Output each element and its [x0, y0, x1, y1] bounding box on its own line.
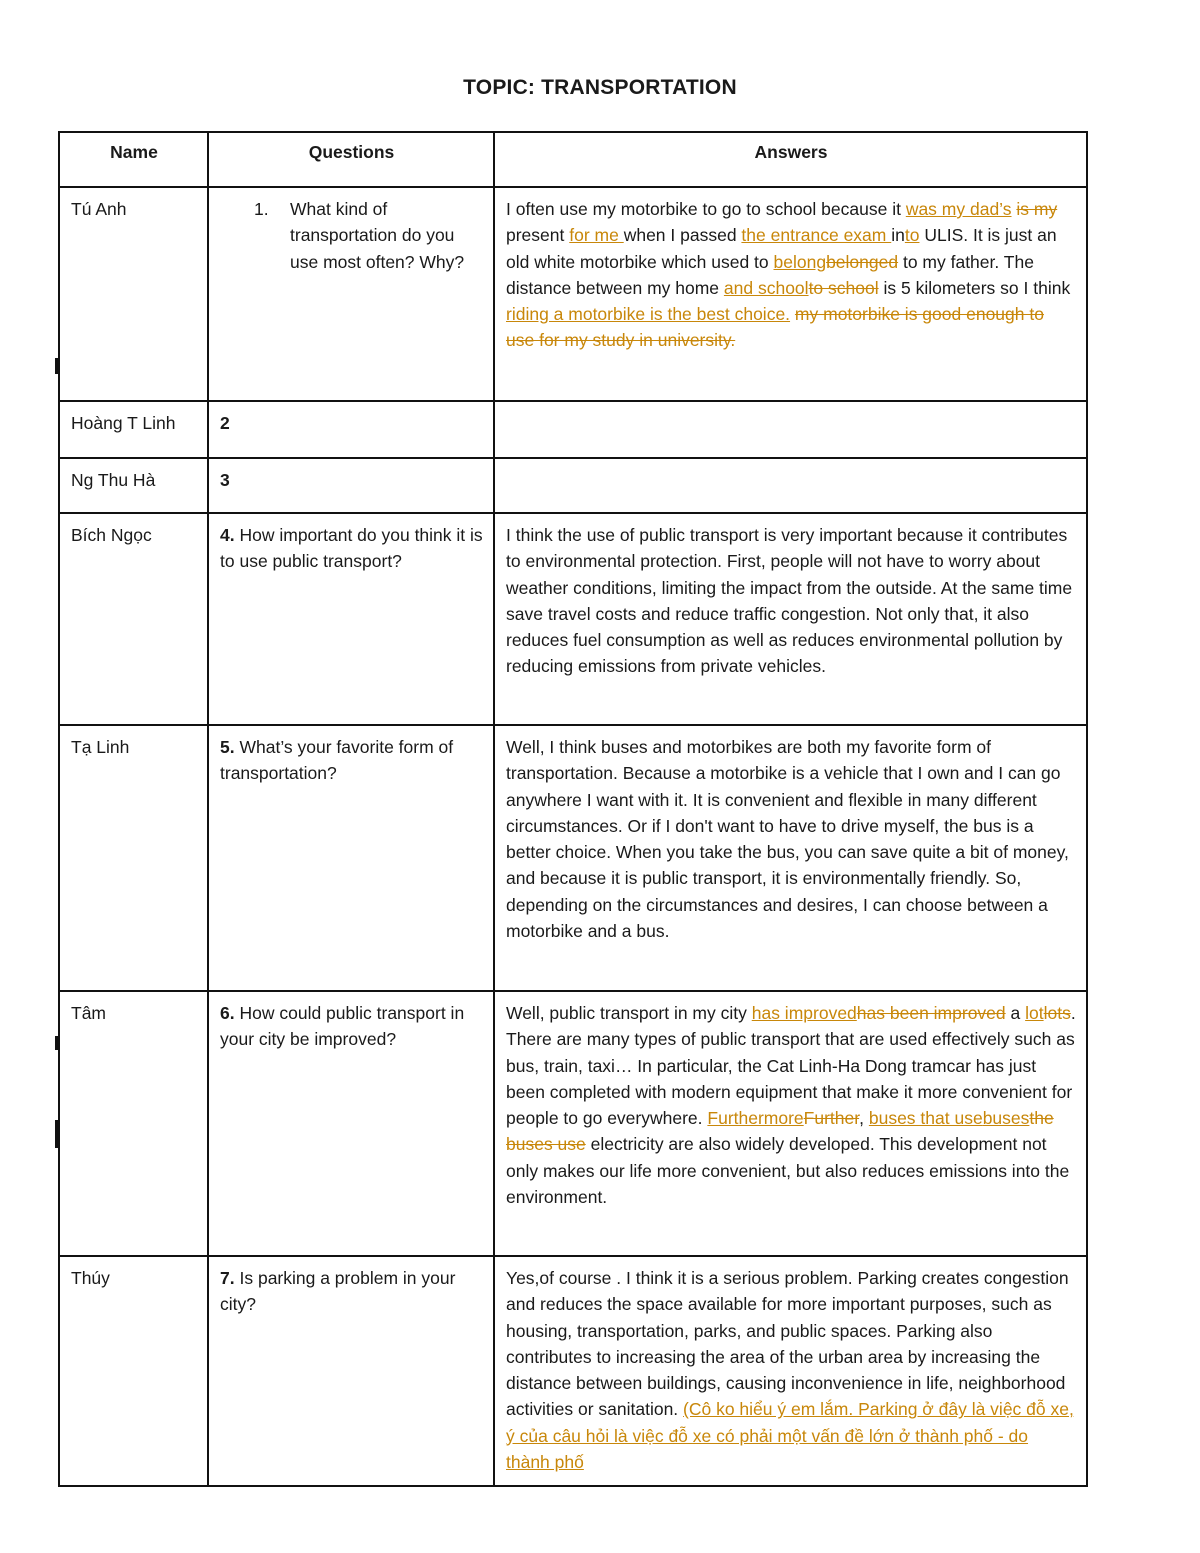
answer-cell [494, 401, 1087, 458]
answer-segment: Well, public transport in my city [506, 1003, 752, 1023]
answer-text [506, 196, 1076, 354]
question-cell [208, 458, 494, 513]
inserted-text: to [904, 225, 920, 246]
answer-segment: Well, I think buses and motorbikes are both my favorite form of transportation. Because a motorbike is a vehicle that I own and I can go anywhere I want with it. It is convenient and flexible in many different circumstances. Or if I don't want to have to drive myself, the bus is a better choice. When you take the bus, you can save quite a bit of money, and because it is public transport, it is environmentally friendly. So, depending on the circumstances and desires, I can choose between a motorbike and a bus. [506, 737, 1069, 942]
header-questions: Questions [208, 132, 494, 187]
inserted-text: belong [773, 251, 827, 272]
answer-segment: , [859, 1108, 869, 1129]
question-cell [208, 991, 494, 1256]
question-number: 4. [220, 525, 235, 545]
question-text: How important do you think it is to use public transport? [220, 525, 483, 572]
name-cell: Bích Ngọc [59, 513, 208, 725]
question-number: 6. [220, 1003, 235, 1023]
answer-cell [494, 725, 1087, 991]
table-row [59, 458, 1087, 513]
header-answers: Answers [494, 132, 1087, 187]
answer-text [506, 522, 1076, 680]
inserted-text: has improved [751, 1003, 857, 1023]
question-text: What kind of transportation do you use most often? Why? [290, 199, 465, 272]
inserted-text: and school [723, 277, 809, 298]
inserted-text: for me [569, 225, 624, 246]
page-title: TOPIC: TRANSPORTATION [463, 76, 737, 99]
name-cell: Tú Anh [59, 187, 208, 401]
transportation-table [58, 131, 1088, 1487]
answer-segment: when I passed [623, 225, 742, 246]
deleted-text: the buses use [506, 1108, 1054, 1155]
inserted-text: Furthermore [707, 1108, 804, 1129]
deleted-text: lots [1043, 1003, 1071, 1023]
name-cell: Tâm [59, 991, 208, 1256]
name-cell: Hoàng T Linh [59, 401, 208, 458]
answer-cell [494, 513, 1087, 725]
table-row [59, 401, 1087, 458]
answer-segment: in [891, 225, 905, 246]
answer-text [506, 1000, 1076, 1210]
question-text: Is parking a problem in your city? [220, 1268, 456, 1315]
deleted-text: my motorbike is good enough to use for my study in university. [506, 304, 1044, 351]
answer-segment: . There are many types of public transport that are used effectively such as bus, train, taxi… In particular, the Cat Linh-Ha Dong tramcar has just been completed with modern equipment that make it more convenient for people to go everywhere. [506, 1003, 1076, 1129]
answer-segment: Yes,of course . I think it is a serious problem. Parking creates congestion and reduces the space available for more important purposes, such as housing, transportation, parks, and public spaces. Parking also contributes to increasing the area of the urban area by increasing the distance between buildings, causing inconvenience in life, neighborhood activities or sanitation. [506, 1268, 1069, 1420]
question-number: 7. [220, 1268, 235, 1288]
question-cell [208, 401, 494, 458]
table-row [59, 991, 1087, 1256]
question-cell [208, 513, 494, 725]
table-row [59, 1256, 1087, 1486]
deleted-text: belonged [826, 251, 899, 272]
table-row [59, 513, 1087, 725]
question-cell [208, 1256, 494, 1486]
answer-segment: a [1005, 1003, 1026, 1023]
answer-segment: present [506, 225, 570, 246]
inserted-text: riding a motorbike is the best choice. [506, 304, 791, 325]
question-text: How could public transport in your city be improved? [220, 1003, 465, 1050]
answer-cell [494, 1256, 1087, 1486]
table-row [59, 187, 1087, 401]
inserted-text: buses [982, 1108, 1030, 1129]
inserted-text: (Cô ko hiểu ý em lắm. Parking ở đây là việc đỗ xe, ý của câu hỏi là việc đỗ xe có phải một vấn đề lớn ở thành phố - do thành phố [506, 1399, 1074, 1473]
question-number: 3 [220, 470, 230, 490]
question-text: What’s your favorite form of transportation? [220, 737, 454, 784]
answer-segment: electricity are also widely developed. This development not only makes our life more convenient, but also reduces emissions into the environment. [506, 1134, 1070, 1208]
inserted-text: buses that use [868, 1108, 983, 1129]
question-cell [208, 725, 494, 991]
answer-segment: to my father. The distance between my home [506, 251, 1034, 298]
deleted-text: to school [808, 277, 879, 298]
answer-segment: is 5 kilometers so I think [878, 277, 1071, 298]
deleted-text: Further [803, 1108, 860, 1129]
name-cell: Ng Thu Hà [59, 458, 208, 513]
answer-cell [494, 458, 1087, 513]
answer-segment: ULIS. It is just an old white motorbike which used to [506, 225, 1057, 272]
inserted-text: lot [1025, 1003, 1044, 1023]
deleted-text: is my [1016, 199, 1058, 219]
header-name: Name [59, 132, 208, 187]
answer-segment: I think the use of public transport is very important because it contributes to environmental protection. First, people will not have to worry about weather conditions, limiting the impact from the outside. At the same time save travel costs and reduce traffic congestion. Not only that, it also reduces fuel consumption as well as reduces environmental pollution by reducing emissions from private vehicles. [506, 525, 1073, 677]
name-cell: Thúy [59, 1256, 208, 1486]
answer-cell [494, 187, 1087, 401]
inserted-text: was my dad’s [905, 199, 1012, 219]
answer-text [506, 734, 1076, 944]
question-number: 5. [220, 737, 235, 757]
deleted-text: has been improved [856, 1003, 1006, 1023]
name-cell: Tạ Linh [59, 725, 208, 991]
question-cell [208, 187, 494, 401]
table-row [59, 725, 1087, 991]
answer-cell [494, 991, 1087, 1256]
answer-segment: I often use my motorbike to go to school because it [506, 199, 906, 219]
answer-text [506, 1265, 1076, 1475]
inserted-text: the entrance exam [741, 225, 892, 246]
question-number: 2 [220, 413, 230, 433]
question-number: 1. [254, 199, 269, 219]
